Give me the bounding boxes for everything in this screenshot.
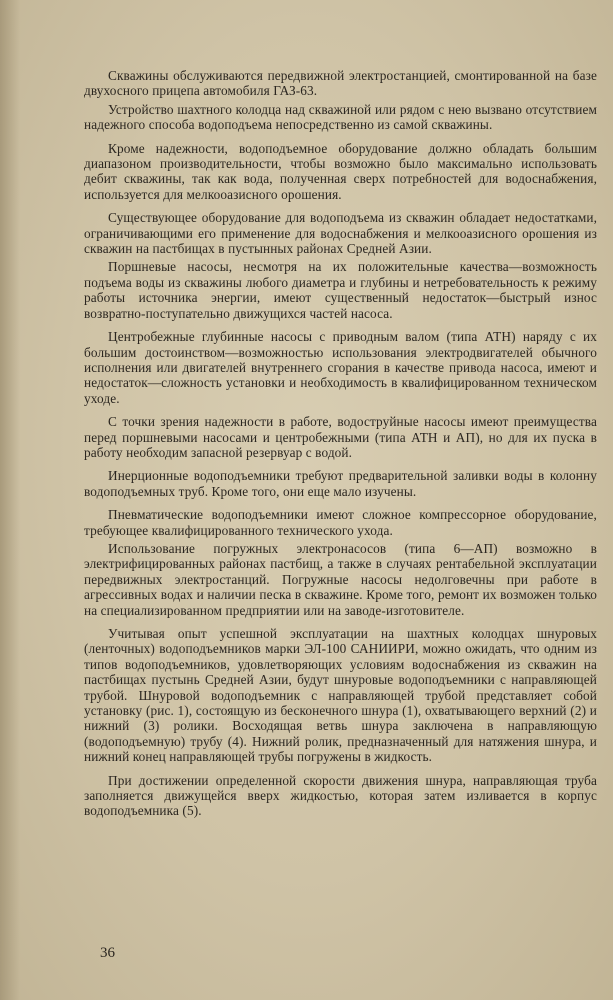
paragraph: Существующее оборудование для водоподъема из скважин обладает недостатками, ограничивающими его применение для водоснабжения и мелкооазисного орошения из скважин на пастбищах в пустынных районах Средней Азии.	[84, 210, 597, 257]
paragraph: Устройство шахтного колодца над скважиной или рядом с нею вызвано отсутствием надежного способа водоподъема непосредственно из самой скважины.	[84, 101, 597, 133]
paragraph: Центробежные глубинные насосы с приводным валом (типа АТН) наряду с их большим достоинством—возможностью использования электродвигателей обычного исполнения или двигателей внутреннего сгорания в качестве привода насоса, имеют и недостаток—сложность установки и необходимость в квалифицированном техническом уходе.	[84, 329, 597, 406]
page-number: 36	[100, 945, 115, 961]
paragraph: При достижении определенной скорости движения шнура, направляющая труба заполняется движущейся вверх жидкостью, которая затем изливается в корпус водоподъемника (5).	[84, 772, 597, 819]
paragraph: С точки зрения надежности в работе, водоструйные насосы имеют преимущества перед поршневыми насосами и центробежными (типа АТН и АП), но для их пуска в работу необходим запасной резервуар с водой.	[84, 414, 597, 460]
paragraph: Учитывая опыт успешной эксплуатации на шахтных колодцах шнуровых (ленточных) водоподъемников марки ЭЛ-100 САНИИРИ, можно ожидать, что одним из типов водоподъемников, удовлетворяющих условиям водоснабжения из скважин на пастбищах пустынь Средней Азии, будут шнуровые водоподъемники с направляющей трубой. Шнуровой водоподъемник с направляющей трубой представляет собой установку (рис. 1), состоящую из бесконечного шнура (1), охватывающего верхний (2) и нижний (3) ролики. Восходящая ветвь шнура заключена в направляющую (водоподъемную) трубу (4). Нижний ролик, предназначенный для натяжения шнура, и нижний конец направляющей трубы погружены в жидкость.	[84, 626, 597, 765]
paragraph: Инерционные водоподъемники требуют предварительной заливки воды в колонну водоподъемных труб. Кроме того, они еще мало изучены.	[84, 468, 597, 499]
paragraph: Скважины обслуживаются передвижной электростанцией, смонтированной на базе двухосного прицепа автомобиля ГАЗ-63.	[84, 68, 597, 99]
paragraph: Кроме надежности, водоподъемное оборудование должно обладать большим диапазоном производительности, чтобы возможно было максимально использовать дебит скважины, так как вода, полученная сверх потребностей для водоснабжения, используется для мелкооазисного орошения.	[84, 140, 597, 202]
paragraph: Пневматические водоподъемники имеют сложное компрессорное оборудование, требующее квалифицированного технического ухода.	[84, 507, 597, 538]
body-text	[84, 68, 597, 819]
paragraph: Использование погружных электронасосов (типа 6—АП) возможно в электрифицированных районах пастбищ, а также в случаях рентабельной эксплуатации передвижных электростанций. Погружные насосы недолговечны при работе в агрессивных водах и наличии песка в скважине. Кроме того, ремонт их возможен только на специализированном предприятии или на заводе-изготовителе.	[84, 540, 597, 618]
paragraph: Поршневые насосы, несмотря на их положительные качества—возможность подъема воды из скважины любого диаметра и глубины и нетребовательность к режиму работы источника энергии, имеют существенный недостаток—быстрый износ возвратно-поступательно движущихся частей насоса.	[84, 259, 597, 321]
